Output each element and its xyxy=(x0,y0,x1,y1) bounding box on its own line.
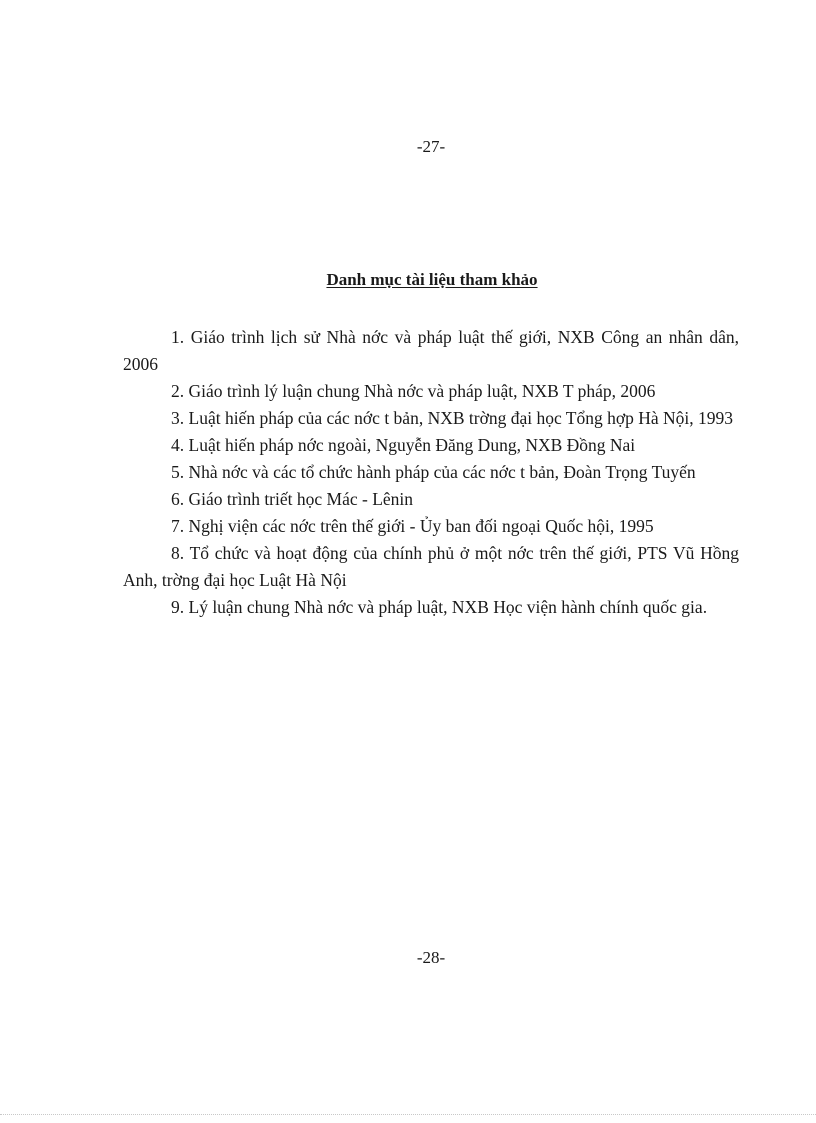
reference-item: 3. Luật hiến pháp của các nớc t bản, NXB trờng đại học Tổng hợp Hà Nội, 1993 xyxy=(171,408,734,428)
page-number-top: -27- xyxy=(416,137,446,156)
reference-item: 5. Nhà nớc và các tổ chức hành pháp của các nớc t bản, Đoàn Trọng Tuyến xyxy=(171,462,696,482)
page-bottom-divider xyxy=(0,1114,816,1115)
page-number-bottom: -28- xyxy=(416,948,446,967)
reference-item: 1. Giáo trình lịch sử Nhà nớc và pháp luật thế giới, NXB Công an nhân dân, 2006 xyxy=(123,327,739,374)
page-title: Danh mục tài liệu tham khảo xyxy=(326,270,538,289)
reference-item: 6. Giáo trình triết học Mác - Lênin xyxy=(171,489,414,509)
reference-item: 4. Luật hiến pháp nớc ngoài, Nguyễn Đăng Dung, NXB Đồng Nai xyxy=(171,435,636,455)
reference-item: 9. Lý luận chung Nhà nớc và pháp luật, NXB Học viện hành chính quốc gia. xyxy=(171,597,708,617)
reference-item: 8. Tổ chức và hoạt động của chính phủ ở một nớc trên thế giới, PTS Vũ Hồng Anh, trờng đại học Luật Hà Nội xyxy=(123,543,739,590)
reference-item: 7. Nghị viện các nớc trên thế giới - Ủy ban đối ngoại Quốc hội, 1995 xyxy=(171,516,654,536)
reference-list xyxy=(123,324,739,621)
reference-item: 2. Giáo trình lý luận chung Nhà nớc và pháp luật, NXB T pháp, 2006 xyxy=(171,381,656,401)
